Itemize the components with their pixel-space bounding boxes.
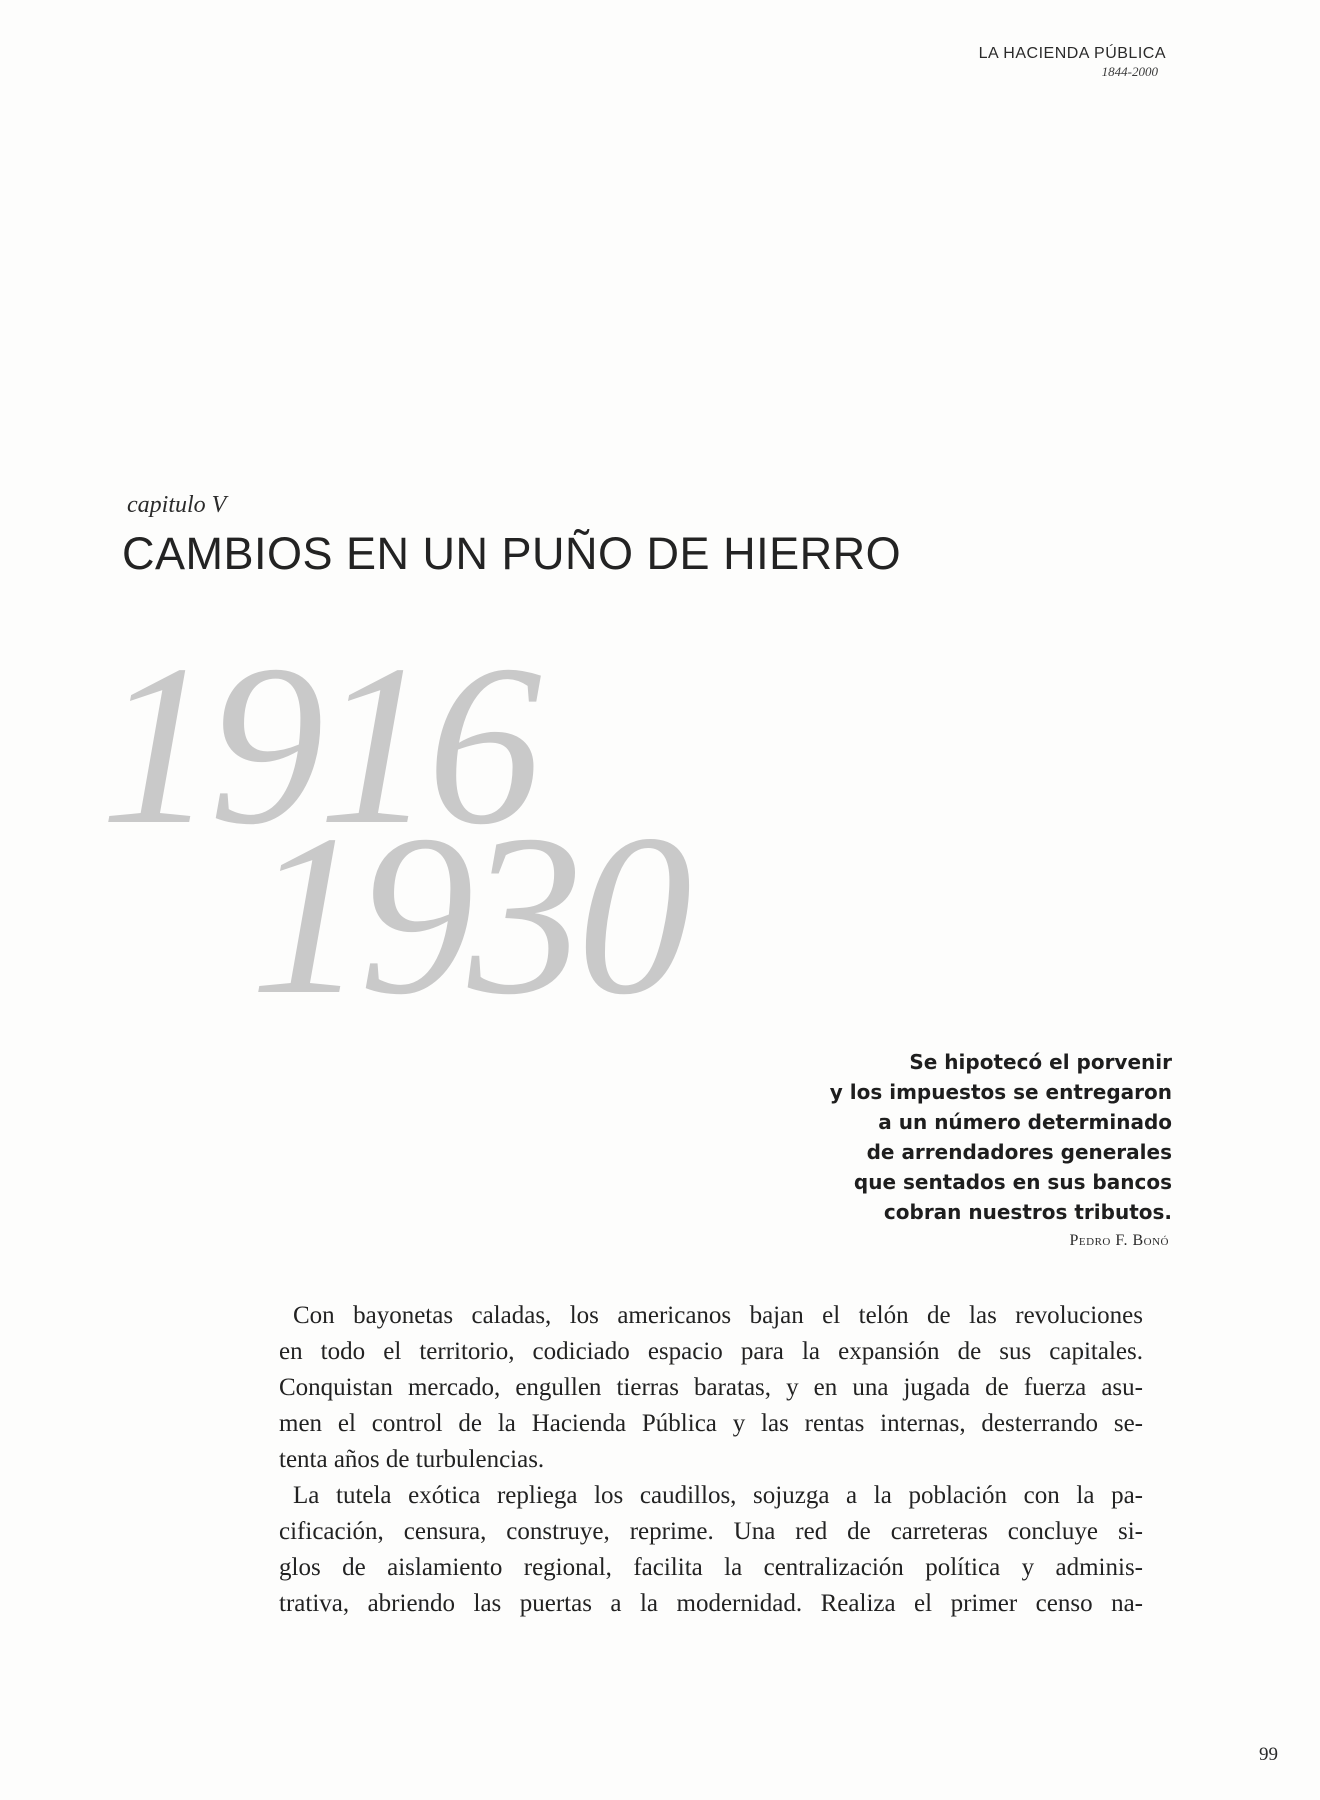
text-line: cificación, censura, construye, reprime. Una red de carreteras concluye si- <box>279 1518 1143 1545</box>
epigraph-line: Se hipotecó el porvenir <box>909 1050 1172 1074</box>
running-head-years: 1844-2000 <box>1101 64 1158 79</box>
epigraph-line: y los impuestos se entregaron <box>829 1080 1172 1104</box>
epigraph <box>830 1047 1172 1227</box>
epigraph-line: que sentados en sus bancos <box>853 1170 1172 1194</box>
paragraph <box>279 1298 1143 1478</box>
chapter-title: CAMBIOS EN UN PUÑO DE HIERRO <box>122 528 902 579</box>
text-line: tenta años de turbulencias. <box>279 1446 545 1473</box>
text-line: en todo el territorio, codiciado espacio para la expansión de sus capitales. <box>279 1338 1143 1365</box>
chapter-year-start: 1916 <box>100 617 536 872</box>
body-text <box>279 1298 1143 1622</box>
page-number: 99 <box>1259 1744 1278 1765</box>
epigraph-line: a un número determinado <box>878 1110 1172 1134</box>
running-head-title: LA HACIENDA PÚBLICA <box>978 45 1166 62</box>
epigraph-line: de arrendadores generales <box>866 1140 1172 1164</box>
epigraph-author: Pedro F. Bonó <box>1069 1232 1169 1249</box>
running-head <box>979 44 1166 80</box>
text-line: glos de aislamiento regional, facilita la centralización política y adminis- <box>279 1554 1143 1581</box>
paragraph <box>279 1478 1143 1622</box>
text-line: La tutela exótica repliega los caudillos, sojuzga a la población con la pa- <box>293 1482 1143 1509</box>
chapter-label: capitulo V <box>127 492 227 518</box>
text-line: Con bayonetas caladas, los americanos bajan el telón de las revoluciones <box>293 1302 1143 1329</box>
text-line: men el control de la Hacienda Pública y las rentas internas, desterrando se- <box>279 1410 1143 1437</box>
chapter-year-end: 1930 <box>250 787 686 1042</box>
epigraph-line: cobran nuestros tributos. <box>883 1200 1172 1224</box>
text-line: Conquistan mercado, engullen tierras baratas, y en una jugada de fuerza asu- <box>279 1374 1143 1401</box>
text-line: trativa, abriendo las puertas a la modernidad. Realiza el primer censo na- <box>279 1590 1143 1617</box>
